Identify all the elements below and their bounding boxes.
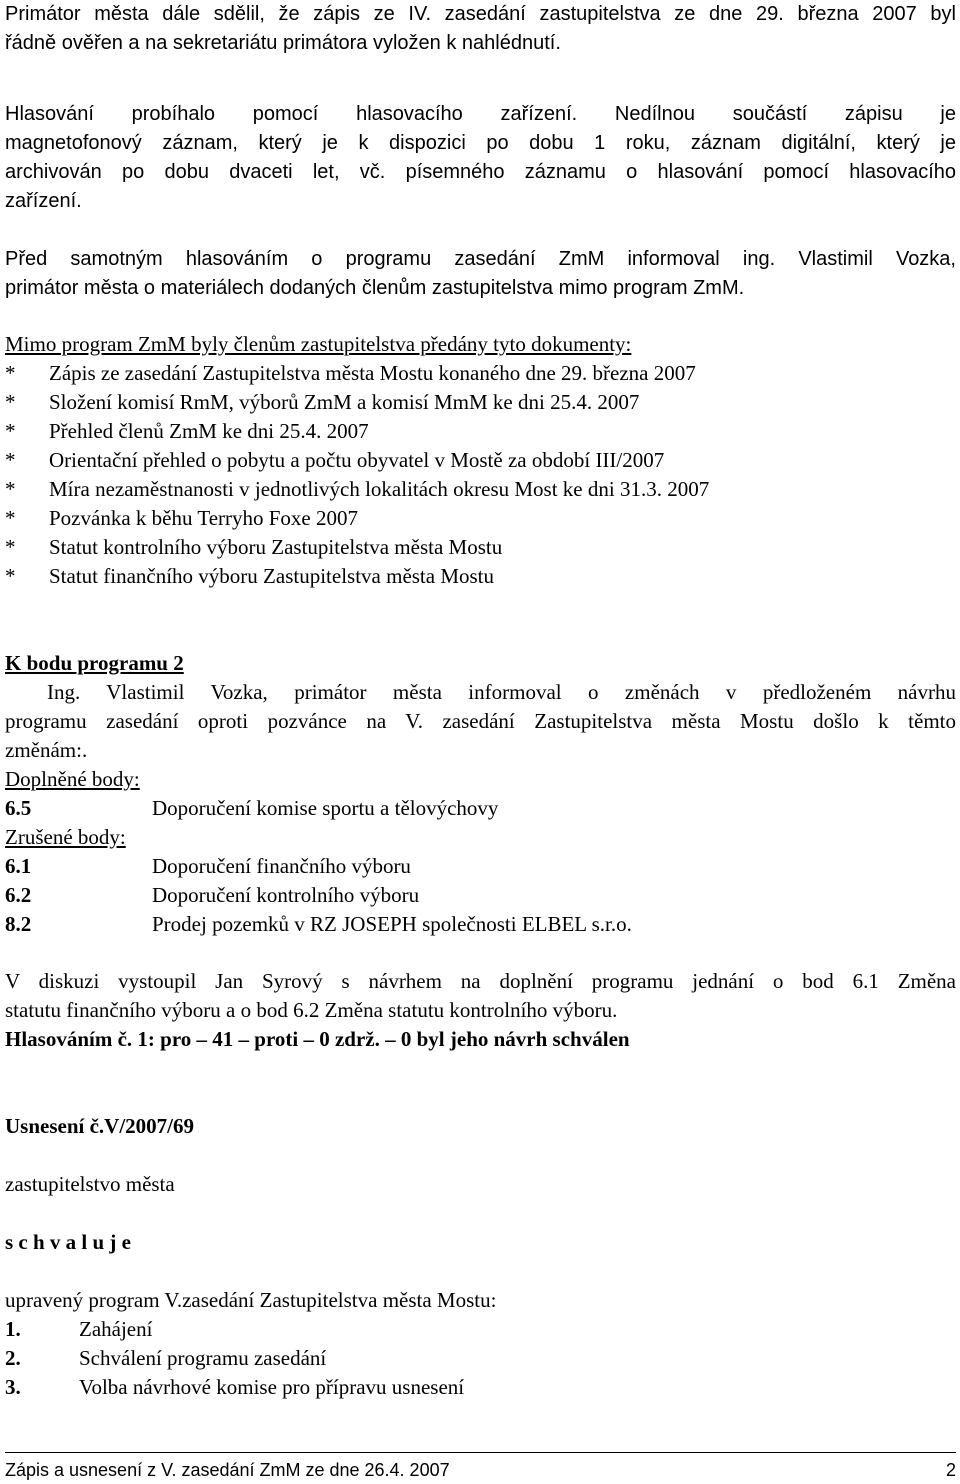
item-number: 3. bbox=[5, 1375, 21, 1399]
section-program-item-2 bbox=[5, 649, 956, 939]
text-line: Před samotným hlasováním o programu zasedání ZmM informoval ing. Vlastimil Vozka, bbox=[5, 248, 956, 270]
list-item bbox=[5, 417, 956, 446]
list-item bbox=[5, 533, 956, 562]
footer-text: Zápis a usnesení z V. zasedání ZmM ze dne 26.4. 2007 bbox=[5, 1460, 450, 1480]
item-text: Prodej pozemků v RZ JOSEPH společnosti ELBEL s.r.o. bbox=[152, 912, 632, 936]
item-number: 6.2 bbox=[5, 883, 32, 907]
documents-heading: Mimo program ZmM byly členům zastupitelstva předány tyto dokumenty: bbox=[5, 332, 632, 356]
item-text: Zahájení bbox=[79, 1317, 153, 1341]
text-line: změnám:. bbox=[5, 738, 88, 762]
text-line: magnetofonový záznam, který je k dispozici po dobu 1 roku, záznam digitální, který je bbox=[5, 132, 956, 154]
removed-items-label: Zrušené body: bbox=[5, 825, 126, 849]
bullet: * bbox=[5, 564, 16, 588]
removed-item bbox=[5, 910, 956, 939]
list-item-text: Přehled členů ZmM ke dni 25.4. 2007 bbox=[49, 419, 369, 443]
list-item bbox=[5, 475, 956, 504]
item-number: 1. bbox=[5, 1317, 21, 1341]
list-item-text: Statut finančního výboru Zastupitelstva města Mostu bbox=[49, 564, 495, 588]
item-number: 6.5 bbox=[5, 796, 32, 820]
resolution-verb: s c h v a l u j e bbox=[5, 1230, 131, 1254]
text-line: zařízení. bbox=[5, 190, 82, 212]
text-line bbox=[5, 678, 956, 707]
discussion-paragraph bbox=[5, 967, 956, 1054]
list-item-text: Orientační přehled o pobytu a počtu obyvatel v Mostě za období III/2007 bbox=[49, 448, 665, 472]
documents-section bbox=[5, 330, 956, 591]
item-text: Doporučení finančního výboru bbox=[152, 854, 411, 878]
item-number: 8.2 bbox=[5, 912, 32, 936]
list-item-text: Míra nezaměstnanosti v jednotlivých lokalitách okresu Most ke dni 31.3. 2007 bbox=[49, 477, 710, 501]
bullet: * bbox=[5, 477, 16, 501]
removed-item bbox=[5, 881, 956, 910]
item-number: 6.1 bbox=[5, 854, 32, 878]
list-item bbox=[5, 562, 956, 591]
bullet: * bbox=[5, 506, 16, 530]
bullet: * bbox=[5, 535, 16, 559]
vote-result: Hlasováním č. 1: pro – 41 – proti – 0 zdrž. – 0 byl jeho návrh schválen bbox=[5, 1027, 630, 1051]
bullet: * bbox=[5, 390, 16, 414]
section-heading: K bodu programu 2 bbox=[5, 651, 184, 675]
program-item bbox=[5, 1315, 956, 1344]
list-item bbox=[5, 446, 956, 475]
bullet: * bbox=[5, 361, 16, 385]
bullet: * bbox=[5, 448, 16, 472]
text-line: V diskuzi vystoupil Jan Syrový s návrhem na doplnění programu jednání o bod 6.1 Změna bbox=[5, 969, 956, 993]
item-text: Volba návrhové komise pro přípravu usnesení bbox=[79, 1375, 465, 1399]
item-text: Schválení programu zasedání bbox=[79, 1346, 327, 1370]
list-item bbox=[5, 359, 956, 388]
text-line: řádně ověřen a na sekretariátu primátora vyložen k nahlédnutí. bbox=[5, 32, 561, 54]
program-intro: upravený program V.zasedání Zastupitelstva města Mostu: bbox=[5, 1288, 497, 1312]
documents-list bbox=[5, 359, 956, 591]
text-line: Hlasování probíhalo pomocí hlasovacího zařízení. Nedílnou součástí zápisu je bbox=[5, 103, 956, 125]
paragraph-minutes-verified bbox=[5, 0, 956, 58]
program-item bbox=[5, 1344, 956, 1373]
footer-rule bbox=[5, 1452, 956, 1453]
resolution-body: zastupitelstvo města bbox=[5, 1172, 175, 1196]
paragraph-materials-info bbox=[5, 245, 956, 303]
text-line: programu zasedání oproti pozvánce na V. zasedání Zastupitelstva města Mostu došlo k těmto bbox=[5, 709, 956, 733]
bullet: * bbox=[5, 419, 16, 443]
list-item bbox=[5, 388, 956, 417]
list-item bbox=[5, 504, 956, 533]
paragraph-voting-device bbox=[5, 100, 956, 216]
resolution-program bbox=[5, 1286, 956, 1402]
page-footer bbox=[5, 1458, 956, 1482]
program-item bbox=[5, 1373, 956, 1402]
item-text: Doporučení komise sportu a tělovýchovy bbox=[152, 796, 499, 820]
item-text: Doporučení kontrolního výboru bbox=[152, 883, 420, 907]
item-number: 2. bbox=[5, 1346, 21, 1370]
list-item-text: Statut kontrolního výboru Zastupitelstva města Mostu bbox=[49, 535, 503, 559]
text-line: primátor města o materiálech dodaných členům zastupitelstva mimo program ZmM. bbox=[5, 277, 745, 299]
list-item-text: Pozvánka k běhu Terryho Foxe 2007 bbox=[49, 506, 359, 530]
page-number: 2 bbox=[945, 1460, 956, 1480]
text-line: Primátor města dále sdělil, že zápis ze IV. zasedání zastupitelstva ze dne 29. března 2007 byl bbox=[5, 3, 956, 25]
text-line-content: Ing. Vlastimil Vozka, primátor města informoval o změnách v předloženém návrhu bbox=[47, 680, 956, 704]
removed-item bbox=[5, 852, 956, 881]
list-item-text: Zápis ze zasedání Zastupitelstva města Mostu konaného dne 29. března 2007 bbox=[49, 361, 696, 385]
added-item bbox=[5, 794, 956, 823]
list-item-text: Složení komisí RmM, výborů ZmM a komisí MmM ke dni 25.4. 2007 bbox=[49, 390, 640, 414]
added-items-label: Doplněné body: bbox=[5, 767, 140, 791]
text-line: statutu finančního výboru a o bod 6.2 Změna statutu kontrolního výboru. bbox=[5, 998, 618, 1022]
resolution-title: Usnesení č.V/2007/69 bbox=[5, 1114, 194, 1138]
text-line: archivován po dobu dvaceti let, vč. písemného záznamu o hlasování pomocí hlasovacího bbox=[5, 161, 956, 183]
